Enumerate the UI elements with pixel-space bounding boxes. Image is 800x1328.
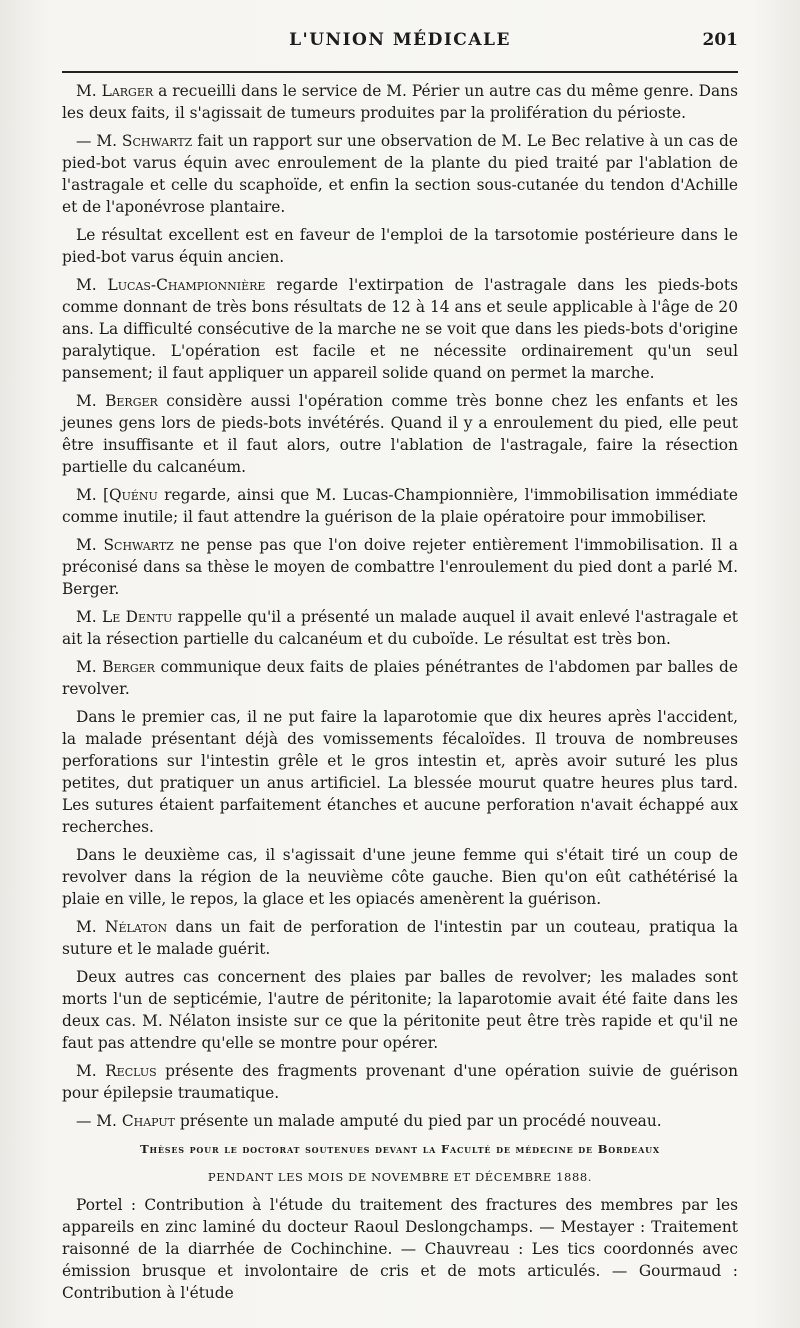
speaker-name: M. Le Dentu xyxy=(76,608,173,626)
speaker-name: — M. Schwartz xyxy=(76,132,193,150)
paragraph-text: Le résultat excellent est en faveur de l'emploi de la tarsotomie postérieure dans le pied-bot varus équin ancien. xyxy=(62,226,738,266)
speaker-name: M. Berger xyxy=(76,392,158,410)
speaker-name: M. Larger xyxy=(76,82,154,100)
paragraph xyxy=(62,656,738,700)
paragraph xyxy=(62,1060,738,1104)
paragraph xyxy=(62,274,738,384)
paragraph-list xyxy=(62,80,738,1132)
paragraph xyxy=(62,1110,738,1132)
paragraph xyxy=(62,916,738,960)
paragraph xyxy=(62,80,738,124)
speaker-name: M. [Quénu xyxy=(76,486,158,504)
theses-list: Portel : Contribution à l'étude du traitement des fractures des membres par les appareils en zinc laminé du docteur Raoul Deslongchamps. — Mestayer : Traitement raisonné de la diarrhée de Cochinchine. — Chauvreau : Les tics coordonnés avec émission brusque et involontaire de cris et de mots articulés. — Gourmaud : Contribution à l'étude xyxy=(62,1196,738,1302)
running-title: L'UNION MÉDICALE xyxy=(289,30,511,50)
paragraph-text: dans un fait de perforation de l'intestin par un couteau, pratiqua la suture et le malade guérit. xyxy=(62,918,738,958)
paragraph xyxy=(62,966,738,1054)
paragraph-text: présente des fragments provenant d'une opération suivie de guérison pour épilepsie traumatique. xyxy=(62,1062,738,1102)
paragraph xyxy=(62,706,738,838)
paragraph-text: Deux autres cas concernent des plaies par balles de revolver; les malades sont morts l'un de septicémie, l'autre de péritonite; la laparotomie avait été faite dans les deux cas. M. Nélaton insiste sur ce que la péritonite peut être très rapide et qu'il ne faut pas attendre qu'elle se montre pour opérer. xyxy=(62,968,738,1052)
paragraph-text: a recueilli dans le service de M. Périer un autre cas du même genre. Dans les deux faits, il s'agissait de tumeurs produites par la prolifération du périoste. xyxy=(62,82,738,122)
speaker-name: M. Berger xyxy=(76,658,155,676)
paragraph xyxy=(62,390,738,478)
paragraph xyxy=(62,484,738,528)
article-body xyxy=(62,80,738,1310)
page-number: 201 xyxy=(702,30,738,50)
paragraph-text: considère aussi l'opération comme très bonne chez les enfants et les jeunes gens lors de pieds-bots invétérés. Quand il y a enroulement du pied, elle peut être insuffisante et il faut alors, outre l'ablation de l'astragale, faire la résection partielle du calcanéum. xyxy=(62,392,738,476)
paragraph-text: présente un malade amputé du pied par un procédé nouveau. xyxy=(179,1112,662,1130)
theses-subheading: PENDANT LES MOIS DE NOVEMBRE ET DÉCEMBRE 1888. xyxy=(207,1170,593,1184)
paragraph-text: Dans le deuxième cas, il s'agissait d'une jeune femme qui s'était tiré un coup de revolver dans la région de la neuvième côte gauche. Bien qu'on eût cathétérisé la plaie en ville, le repos, la glace et les opiacés amenèrent la guérison. xyxy=(62,846,738,908)
paragraph-text: regarde, ainsi que M. Lucas-Championnière, l'immobilisation immédiate comme inutile; il faut attendre la guérison de la plaie opératoire pour immobiliser. xyxy=(62,486,738,526)
speaker-name: M. Reclus xyxy=(76,1062,157,1080)
theses-heading: Thèses pour le doctorat soutenues devant la Faculté de médecine de Bordeaux xyxy=(140,1142,660,1156)
paragraph-text: communique deux faits de plaies pénétrantes de l'abdomen par balles de revolver. xyxy=(62,658,738,698)
paragraph-text: rappelle qu'il a présenté un malade auquel il avait enlevé l'astragale et ait la résection partielle du calcanéum et du cuboïde. Le résultat est très bon. xyxy=(62,608,738,648)
speaker-name: — M. Chaput xyxy=(76,1112,175,1130)
paragraph xyxy=(62,606,738,650)
paragraph-text: regarde l'extirpation de l'astragale dans les pieds-bots comme donnant de très bons résultats de 12 à 14 ans et seule applicable à l'âge de 20 ans. La difficulté consécutive de la marche ne se voit que dans les pieds-bots d'origine paralytique. L'opération est facile et ne nécessite ordinairement qu'un seul pansement; il faut appliquer un appareil solide quand on permet la marche. xyxy=(62,276,738,382)
paragraph-text: fait un rapport sur une observation de M. Le Bec relative à un cas de pied-bot varus équin avec enroulement de la plante du pied traité par l'ablation de l'astragale et celle du scaphoïde, et enfin la section sous-cutanée du tendon d'Achille et de l'aponévrose plantaire. xyxy=(62,132,738,216)
paragraph xyxy=(62,844,738,910)
speaker-name: M. Lucas-Championnière xyxy=(76,276,266,294)
paragraph xyxy=(62,224,738,268)
header-rule xyxy=(62,71,738,73)
speaker-name: M. Schwartz xyxy=(76,536,174,554)
paragraph-text: Dans le premier cas, il ne put faire la laparotomie que dix heures après l'accident, la malade présentant déjà des vomissements fécaloïdes. Il trouva de nombreuses perforations sur l'intestin grêle et le gros intestin et, après avoir suturé les plus petites, dut pratiquer un anus artificiel. La blessée mourut quatre heures plus tard. Les sutures étaient parfaitement étanches et aucune perforation n'avait échappé aux recherches. xyxy=(62,708,738,836)
paragraph xyxy=(62,130,738,218)
paragraph xyxy=(62,534,738,600)
page-header xyxy=(62,30,738,60)
paragraph-text: ne pense pas que l'on doive rejeter entièrement l'immobilisation. Il a préconisé dans sa thèse le moyen de combattre l'enroulement du pied dont a parlé M. Berger. xyxy=(62,536,738,598)
speaker-name: M. Nélaton xyxy=(76,918,168,936)
